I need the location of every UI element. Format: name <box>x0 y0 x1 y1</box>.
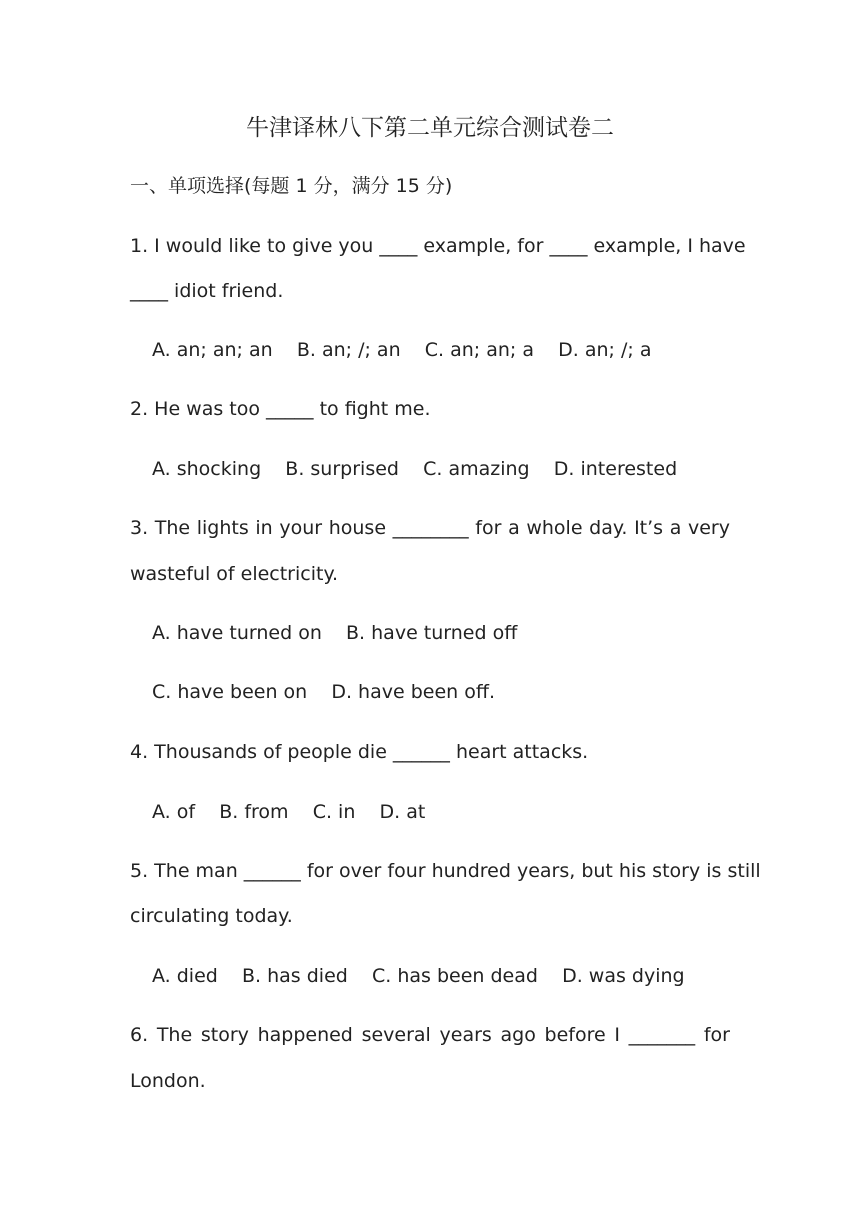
question-4-line-1: 4. Thousands of people die ______ heart attacks. <box>130 741 589 763</box>
question-2-options: A. shocking B. surprised C. amazing D. interested <box>152 458 678 480</box>
question-1-options: A. an; an; an B. an; /; an C. an; an; a D. an; /; a <box>152 339 652 361</box>
question-2-line-1: 2. He was too _____ to fight me. <box>130 398 431 420</box>
question-3-options-1: A. have turned on B. have turned off <box>152 622 518 644</box>
question-5-line-2: circulating today. <box>130 905 293 927</box>
question-3-line-2: wasteful of electricity. <box>130 563 339 585</box>
section-heading: 一、单项选择(每题 1 分，满分 15 分) <box>130 175 453 197</box>
question-6-line-1: 6. The story happened several years ago before I _______ for <box>130 1024 730 1046</box>
question-5-options: A. died B. has died C. has been dead D. was dying <box>152 965 685 987</box>
question-1-line-2: ____ idiot friend. <box>130 280 284 302</box>
question-3-line-1: 3. The lights in your house ________ for a whole day. It’s a very <box>130 517 730 539</box>
question-6-line-2: London. <box>130 1070 206 1092</box>
question-1-line-1: 1. I would like to give you ____ example, for ____ example, I have <box>130 235 746 257</box>
question-5-line-1: 5. The man ______ for over four hundred years, but his story is still <box>130 860 761 882</box>
page-title: 牛津译林八下第二单元综合测试卷二 <box>246 115 614 141</box>
question-4-options: A. of B. from C. in D. at <box>152 801 426 823</box>
question-3-options-2: C. have been on D. have been off. <box>152 681 495 703</box>
